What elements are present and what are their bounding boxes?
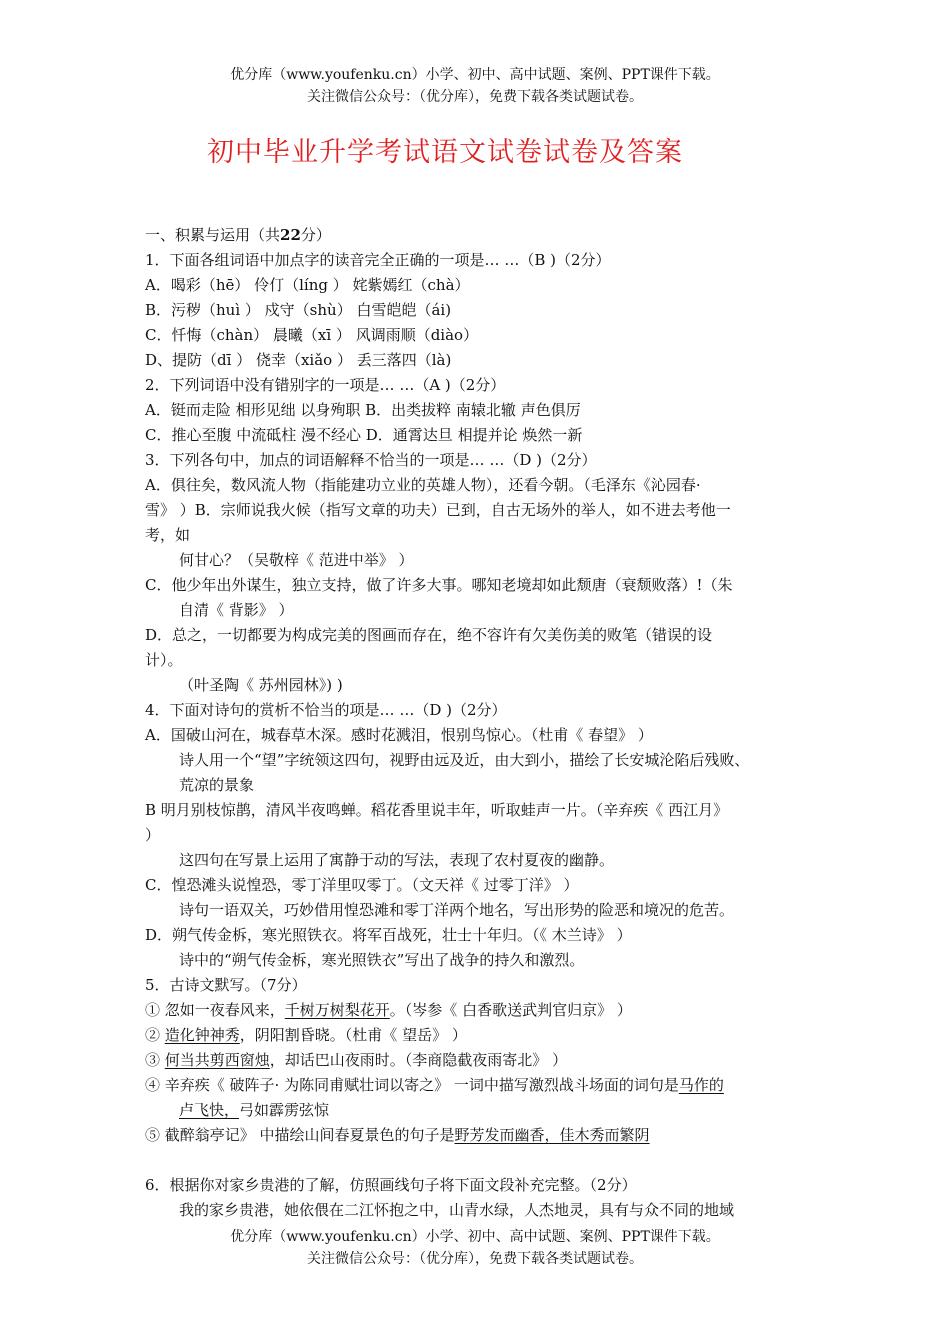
q4-option-a-line2: 诗人用一个“望”字统领这四句，视野由远及近，由大到小，描绘了长安城沦陷后残败、 (179, 751, 750, 769)
q4-option-b-line2: ） (145, 826, 161, 844)
q5-item-4-line2: 卢飞快，弓如霹雳弦惊 (179, 1101, 330, 1119)
q4-option-b-line1: B 明月别枝惊鹊，清风半夜鸣蝉。稻花香里说丰年，听取蛙声一片。（辛弃疾《 西江月》 (145, 801, 729, 819)
q3-option-b-cont: 何甘心？（吴敬梓《 范进中举》 ） (179, 551, 414, 569)
q5-answer-5: 野芳发而幽香，佳木秀而繁阴 (454, 1126, 650, 1144)
q5-answer-4b: 卢飞快， (179, 1101, 240, 1119)
q1-stem: 1．下面各组词语中加点字的读音完全正确的一项是… …（B )（2分） (145, 251, 611, 269)
q3-option-c-line2: 自清《 背影》 ） (179, 601, 294, 619)
q4-option-d-line1: D．朔气传金柝，寒光照铁衣。将军百战死，壮士十年归。（《 木兰诗》 ） (145, 926, 632, 944)
q3-option-a-line1: A．俱往矣，数风流人物（指能建功立业的英雄人物），还看今朝。（毛泽东《沁园春· (145, 476, 701, 494)
q4-option-b-line3: 这四句在写景上运用了寓静于动的写法，表现了农村夏夜的幽静。 (179, 851, 615, 869)
q5-stem: 5．古诗文默写。（7分） (145, 976, 307, 994)
q3-option-d-line3: （叶圣陶《 苏州园林》) ) (179, 676, 343, 694)
q5-item-5: ⑤ 截醉翁亭记》 中描绘山间春夏景色的句子是野芳发而幽香，佳木秀而繁阴 (145, 1126, 650, 1144)
q5-answer-1: 千树万树梨花开 (284, 1001, 390, 1019)
header-line-1: 优分库（www.youfenku.cn）小学、初中、高中试题、案例、PPT课件下载。 (230, 67, 720, 83)
q3-option-d-line1: D．总之，一切都要为构成完美的图画而存在，绝不容许有欠美伤美的败笔（错误的设 (145, 626, 713, 644)
q1-option-b: B．污秽（huì ） 戍守（shù） 白雪皑皑（ái) (145, 301, 452, 319)
q2-options-cd: C．推心至腹 中流砥柱 漫不经心 D．通霄达旦 相提并论 焕然一新 (145, 426, 583, 444)
page-header (0, 64, 950, 108)
q1-option-d: D、提防（dī ） 侥幸（xiǎo ） 丢三落四（là) (145, 351, 452, 369)
q5-item-2: ② 造化钟神秀，阴阳割昏晓。（杜甫《 望岳》 ） (145, 1026, 467, 1044)
q5-item-1: ① 忽如一夜春风来，千树万树梨花开。（岑参《 白香歌送武判官归京》 ） (145, 1001, 632, 1019)
document-title: 初中毕业升学考试语文试卷试卷及答案 (207, 137, 683, 168)
q3-option-a-line2: 雪》 ）B．宗师说我火候（指写文章的功夫）已到，自古无场外的举人，如不进去考他一 (145, 501, 731, 519)
q3-option-a-line3: 考，如 (145, 526, 191, 544)
q3-option-d-line2: 计）。 (145, 651, 183, 669)
q1-option-a: A．喝彩（hē） 伶仃（líng ） 姹紫嫣红（chà） (145, 276, 470, 294)
q4-option-d-line2: 诗中的“朔气传金柝，寒光照铁衣”写出了战争的持久和激烈。 (179, 951, 585, 969)
q3-option-c-line1: C．他少年出外谋生，独立支持，做了许多大事。哪知老境却如此颓唐（衰颓败落）!（朱 (145, 576, 733, 594)
footer-line-2: 关注微信公众号：（优分库），免费下载各类试题试卷。 (307, 1251, 643, 1267)
q5-answer-4a: 马作的 (678, 1076, 724, 1094)
q5-answer-3: 何当共剪西窗烛 (164, 1051, 270, 1069)
q4-option-c-line2: 诗句一语双关，巧妙借用惶恐滩和零丁洋两个地名，写出形势的险恶和境况的危苦。 (179, 901, 735, 919)
q5-answer-2: 造化钟神秀 (164, 1026, 240, 1044)
q4-option-a-line1: A．国破山河在，城春草木深。感时花溅泪，恨别鸟惊心。（杜甫《 春望》 ） (145, 726, 653, 744)
q4-stem: 4．下面对诗句的赏析不恰当的项是… …（D )（2分） (145, 701, 507, 719)
footer-line-1: 优分库（www.youfenku.cn）小学、初中、高中试题、案例、PPT课件下载。 (230, 1229, 720, 1245)
spacer (145, 1148, 825, 1173)
q6-paragraph: 我的家乡贵港，她依偎在二江怀抱之中，山青水绿，人杰地灵，具有与众不同的地域 (179, 1201, 735, 1219)
q3-stem: 3．下列各句中，加点的词语解释不恰当的一项是… …（D )（2分） (145, 451, 597, 469)
q4-option-c-line1: C．惶恐滩头说惶恐，零丁洋里叹零丁。（文天祥《 过零丁洋》 ） (145, 876, 579, 894)
q4-option-a-line3: 荒凉的景象 (179, 776, 255, 794)
q2-stem: 2．下列词语中没有错别字的一项是… …（A )（2分） (145, 376, 506, 394)
q6-stem: 6．根据你对家乡贵港的了解，仿照画线句子将下面文段补充完整。（2分） (145, 1176, 637, 1194)
document-body (145, 223, 825, 1223)
q5-item-3: ③ 何当共剪西窗烛，却话巴山夜雨时。（李商隐截夜雨寄北》 ） (145, 1051, 568, 1069)
page-footer (0, 1226, 950, 1270)
q1-option-c: C．忏悔（chàn） 晨曦（xī ） 风调雨顺（diào） (145, 326, 479, 344)
section-heading: 一、积累与运用（共22分） (145, 226, 331, 244)
section-score: 22 (280, 226, 301, 244)
q5-item-4-line1: ④ 辛弃疾《 破阵子· 为陈同甫赋壮词以寄之》 一词中描写激烈战斗场面的词句是马作的 (145, 1076, 724, 1094)
q2-options-ab: A．铤而走险 相形见绌 以身殉职 B．出类拔粹 南辕北辙 声色俱厉 (145, 401, 581, 419)
header-line-2: 关注微信公众号：（优分库），免费下载各类试题试卷。 (307, 89, 643, 105)
